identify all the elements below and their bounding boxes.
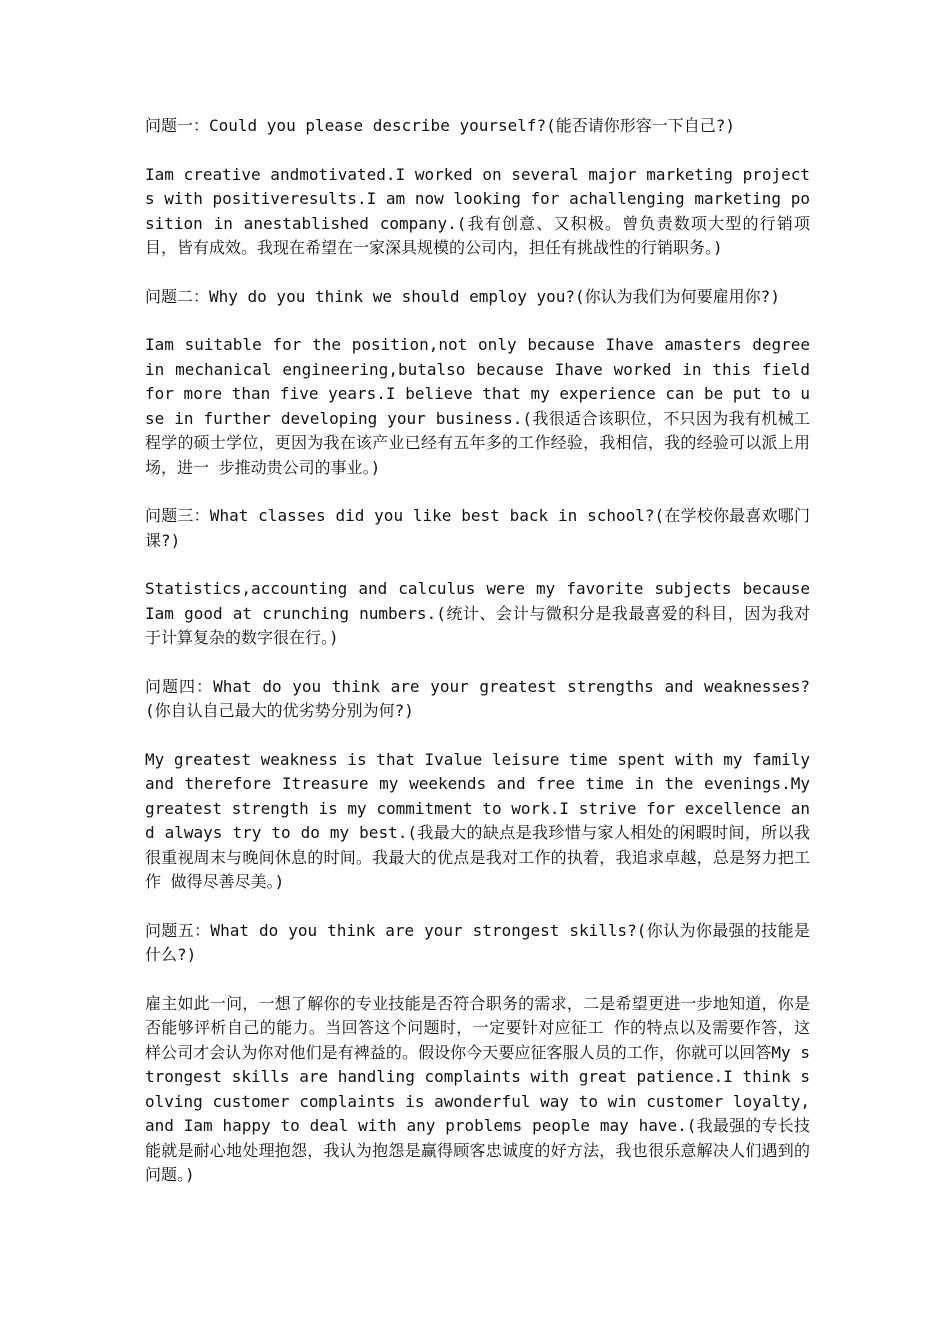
answer-3: Statistics,accounting and calculus were my favorite subjects because Iam good at crunching numbers.(统计、会计与微积分是我最喜爱的科目，因为我对于计算复杂的数字很在行。) — [145, 579, 810, 647]
question-3: 问题三：What classes did you like best back in school?(在学校你最喜欢哪门课?) — [145, 506, 810, 550]
answer-1: Iam creative andmotivated.I worked on several major marketing projects with positiveresults.I am now looking for achallenging marketing position in anestablished company.(我有创意、又积极。曾负责数项大型的行销项目，皆有成效。我现在希望在一家深具规模的公司内，担任有挑战性的行销职务。) — [145, 164, 810, 257]
answer-4: My greatest weakness is that Ivalue leisure time spent with my family and therefore Itreasure my weekends and free time in the evenings.My greatest strength is my commitment to work.I strive for excellence and always try to do my best.(我最大的缺点是我珍惜与家人相处的闲暇时间，所以我很重视周末与晚间休息的时间。我最大的优点是我对工作的执着，我追求卓越，总是努力把工作 做得尽善尽美。) — [145, 749, 810, 891]
answer-2: Iam suitable for the position,not only because Ihave amasters degree in mechanical engineering,butalso because Ihave worked in this field for more than five years.I believe that my experience can be put to use in further developing your business.(我很适合该职位，不只因为我有机械工程学的硕士学位，更因为我在该产业已经有五年多的工作经验，我相信，我的经验可以派上用场，进一 步推动贵公司的事业。) — [145, 335, 810, 477]
question-1: 问题一：Could you please describe yourself?(能否请你形容一下自己?) — [145, 116, 736, 135]
document-page — [145, 114, 810, 1212]
question-5: 问题五：What do you think are your strongest skills?(你认为你最强的技能是什么?) — [145, 920, 810, 964]
question-4: 问题四：What do you think are your greatest strengths and weaknesses?(你自认自己最大的优劣势分别为何?) — [145, 676, 810, 720]
answer-5: 雇主如此一问，一想了解你的专业技能是否符合职务的需求，二是希望更进一步地知道，你是否能够评析自己的能力。当回答这个问题时，一定要针对应征工 作的特点以及需要作答，这样公司才会认为你对他们是有裨益的。假设你今天要应征客服人员的工作，你就可以回答My strongest skills are handling complaints with great patience.I think solving customer complaints is awonderful way to win customer loyalty,and Iam happy to deal with any problems people may have.(我最强的专长技能就是耐心地处理抱怨，我认为抱怨是赢得顾客忠诚度的好方法，我也很乐意解决人们遇到的问题。) — [145, 993, 810, 1184]
question-2: 问题二：Why do you think we should employ you?(你认为我们为何要雇用你?) — [145, 286, 780, 306]
